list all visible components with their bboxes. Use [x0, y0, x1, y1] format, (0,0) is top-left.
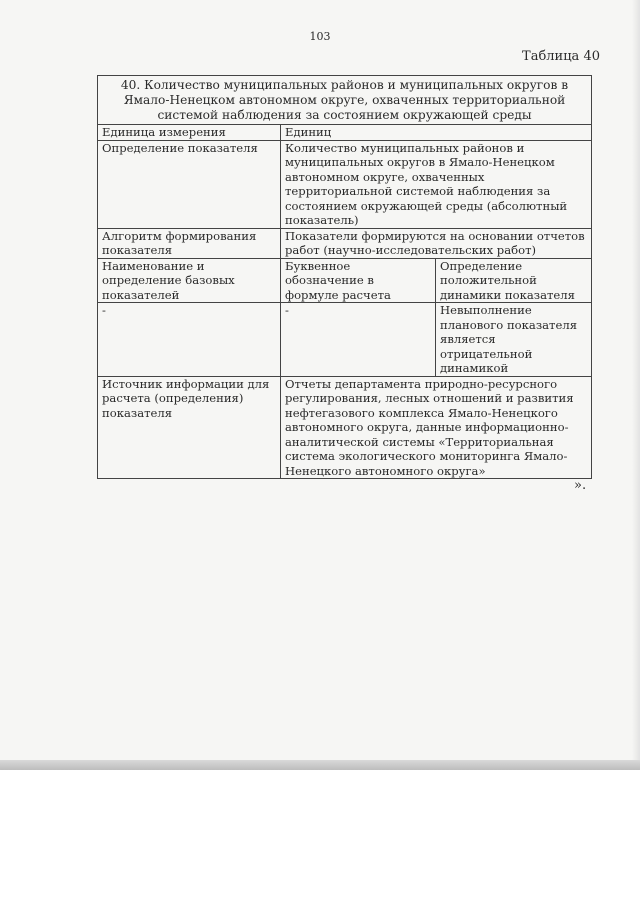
unit-value: Единиц — [281, 125, 592, 141]
table-row — [98, 258, 592, 303]
positive-dynamics-header: Определение положительной динамики показателя — [436, 258, 592, 303]
negative-dynamics-note: Невыполнение планового показателя является отрицательной динамикой — [436, 303, 592, 377]
base-label: Наименование и определение базовых показателей — [98, 258, 281, 303]
table-title-row — [98, 76, 592, 125]
unit-label: Единица измерения — [98, 125, 281, 141]
source-value: Отчеты департамента природно-ресурсного регулирования, лесных отношений и развития нефтегазового комплекса Ямало-Ненецкого автономного округа, данные информационно-аналитической системы «Территориальная система экологического мониторинга Ямало-Ненецкого автономного округа» — [281, 376, 592, 479]
table-row — [98, 228, 592, 258]
table-label: Таблица 40 — [522, 49, 600, 64]
source-label: Источник информации для расчета (определения) показателя — [98, 376, 281, 479]
definition-value: Количество муниципальных районов и муниципальных округов в Ямало-Ненецком автономном округе, охваченных территориальной системой наблюдения за состоянием окружающей среды (абсолютный показатель) — [281, 140, 592, 228]
table-title: 40. Количество муниципальных районов и муниципальных округов в Ямало-Ненецком автономном округе, охваченных территориальной системой наблюдения за состоянием окружающей среды — [98, 76, 592, 125]
page-bottom-edge — [0, 760, 640, 770]
closing-quote-mark: ». — [574, 478, 587, 493]
table-row — [98, 376, 592, 479]
page-number: 103 — [309, 30, 331, 43]
indicator-table — [97, 75, 592, 479]
base-dash-2: - — [281, 303, 436, 377]
page-edge-shadow — [632, 0, 640, 770]
algorithm-value: Показатели формируются на основании отчетов работ (научно-исследовательских работ) — [281, 228, 592, 258]
base-dash-1: - — [98, 303, 281, 377]
definition-label: Определение показателя — [98, 140, 281, 228]
algorithm-label: Алгоритм формирования показателя — [98, 228, 281, 258]
table-row — [98, 125, 592, 141]
table-row — [98, 303, 592, 377]
letter-header: Буквенное обозначение в формуле расчета — [281, 258, 436, 303]
table-row — [98, 140, 592, 228]
